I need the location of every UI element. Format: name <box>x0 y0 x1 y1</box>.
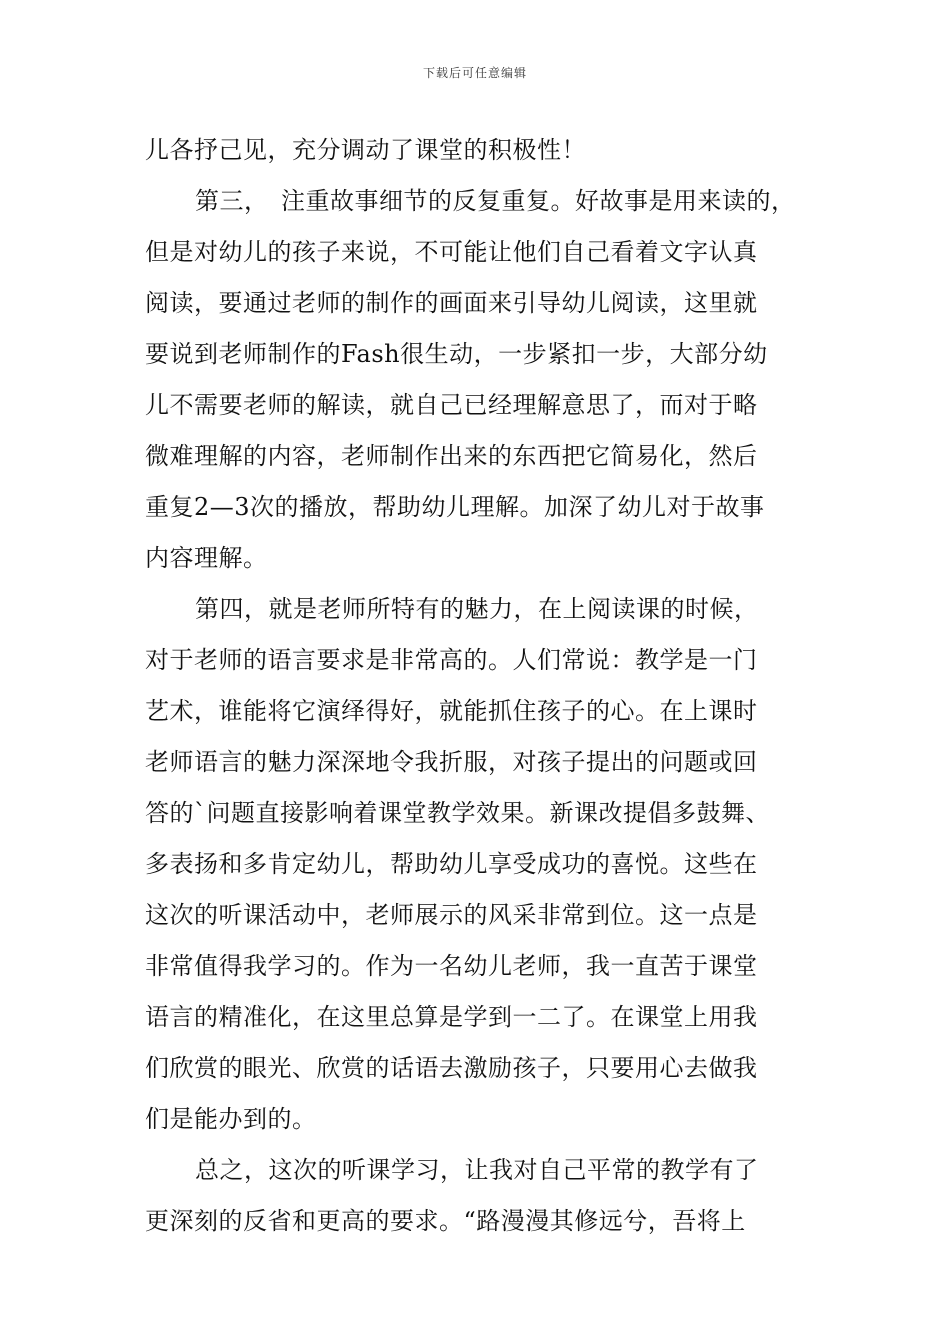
text-line: 要说到老师制作的Fash很生动，一步紧扣一步，大部分幼 <box>145 340 768 368</box>
text-line: 这次的听课活动中，老师展示的风采非常到位。这一点是 <box>145 901 758 929</box>
text-line: 阅读，要通过老师的制作的画面来引导幼儿阅读，这里就 <box>145 289 758 317</box>
text-line: 对于老师的语言要求是非常高的。人们常说：教学是一门 <box>145 646 758 674</box>
text-line: 更深刻的反省和更高的要求。“路漫漫其修远兮，吾将上 <box>145 1207 746 1235</box>
text-line: 但是对幼儿的孩子来说，不可能让他们自己看着文字认真 <box>145 238 758 266</box>
text-line: 多表扬和多肯定幼儿，帮助幼儿享受成功的喜悦。这些在 <box>145 850 758 878</box>
text-line: 艺术，谁能将它演绎得好，就能抓住孩子的心。在上课时 <box>145 697 758 725</box>
text-line: 语言的精准化，在这里总算是学到一二了。在课堂上用我 <box>145 1003 758 1031</box>
text-line: 内容理解。 <box>145 544 268 572</box>
document-body <box>145 125 810 1247</box>
text-line: 微难理解的内容，老师制作出来的东西把它简易化，然后 <box>145 442 758 470</box>
text-line: 们是能办到的。 <box>145 1105 317 1133</box>
text-line: 非常值得我学习的。作为一名幼儿老师，我一直苦于课堂 <box>145 952 758 980</box>
text-line: 老师语言的魅力深深地令我折服，对孩子提出的问题或回 <box>145 748 758 776</box>
text-line: 们欣赏的眼光、欣赏的话语去激励孩子，只要用心去做我 <box>145 1054 758 1082</box>
text-line: 第三， 注重故事细节的反复重复。好故事是用来读的， <box>195 187 796 215</box>
text-line: 答的`问题直接影响着课堂教学效果。新课改提倡多鼓舞、 <box>145 799 770 827</box>
text-line: 总之，这次的听课学习，让我对自己平常的教学有了 <box>195 1156 759 1184</box>
text-line: 重复2—3次的播放，帮助幼儿理解。加深了幼儿对于故事 <box>145 493 765 521</box>
text-line: 儿不需要老师的解读，就自己已经理解意思了，而对于略 <box>145 391 758 419</box>
text-line: 儿各抒己见，充分调动了课堂的积极性！ <box>145 136 586 164</box>
text-line: 第四，就是老师所特有的魅力，在上阅读课的时候， <box>195 595 759 623</box>
page-header: 下载后可任意编辑 <box>422 66 527 80</box>
